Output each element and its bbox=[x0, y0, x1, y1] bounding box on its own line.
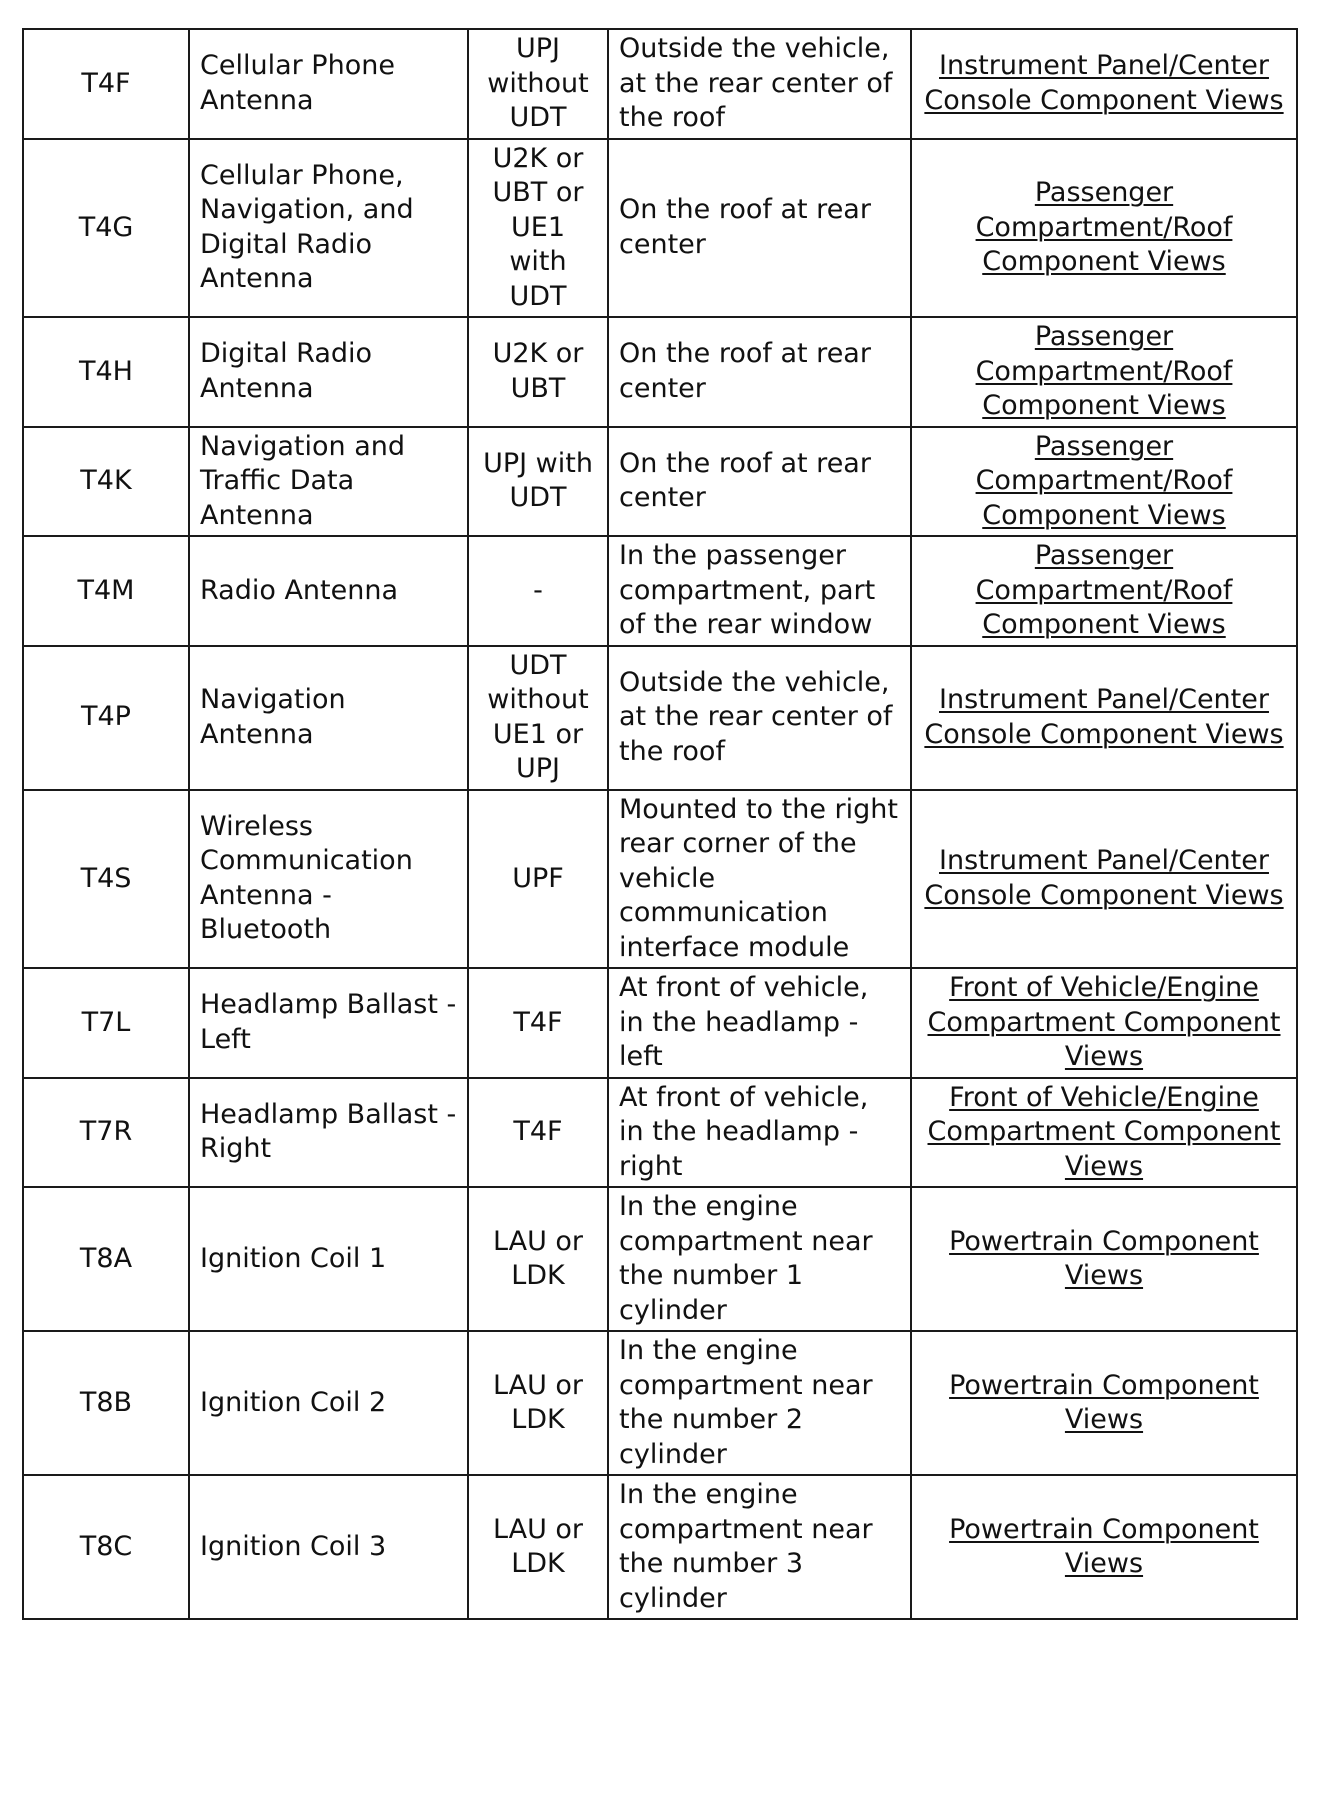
component-name: Headlamp Ballast - Right bbox=[189, 1078, 468, 1188]
table-row bbox=[23, 1187, 1297, 1331]
component-name: Cellular Phone, Navigation, and Digital Radio Antenna bbox=[189, 139, 468, 318]
component-view-link[interactable]: Instrument Panel/Center Console Component Views bbox=[924, 50, 1284, 116]
component-view-cell bbox=[911, 646, 1297, 790]
component-view-cell bbox=[911, 536, 1297, 646]
table-row bbox=[23, 139, 1297, 318]
component-id: T4K bbox=[23, 427, 189, 537]
table-row bbox=[23, 1475, 1297, 1619]
component-location: In the engine compartment near the number 3 cylinder bbox=[608, 1475, 911, 1619]
table-row bbox=[23, 790, 1297, 969]
component-id: T7R bbox=[23, 1078, 189, 1188]
component-id: T4F bbox=[23, 29, 189, 139]
component-location: At front of vehicle, in the headlamp - left bbox=[608, 968, 911, 1078]
component-view-cell bbox=[911, 968, 1297, 1078]
component-name: Navigation and Traffic Data Antenna bbox=[189, 427, 468, 537]
table-row bbox=[23, 29, 1297, 139]
component-location: At front of vehicle, in the headlamp - right bbox=[608, 1078, 911, 1188]
component-option: LAU or LDK bbox=[468, 1187, 608, 1331]
component-view-cell bbox=[911, 139, 1297, 318]
component-view-link[interactable]: Powertrain Component Views bbox=[949, 1225, 1259, 1291]
component-name: Ignition Coil 1 bbox=[189, 1187, 468, 1331]
table-row bbox=[23, 317, 1297, 427]
component-view-cell bbox=[911, 1078, 1297, 1188]
component-view-cell bbox=[911, 317, 1297, 427]
component-location: Outside the vehicle, at the rear center of the roof bbox=[608, 29, 911, 139]
component-location: In the passenger compartment, part of the rear window bbox=[608, 536, 911, 646]
component-id: T7L bbox=[23, 968, 189, 1078]
table-row bbox=[23, 968, 1297, 1078]
component-option: T4F bbox=[468, 968, 608, 1078]
component-view-link[interactable]: Front of Vehicle/Engine Compartment Component Views bbox=[927, 972, 1281, 1072]
table-row bbox=[23, 536, 1297, 646]
component-option: LAU or LDK bbox=[468, 1331, 608, 1475]
component-id: T8C bbox=[23, 1475, 189, 1619]
component-option: UPF bbox=[468, 790, 608, 969]
component-location: On the roof at rear center bbox=[608, 317, 911, 427]
component-id: T4G bbox=[23, 139, 189, 318]
component-location: Outside the vehicle, at the rear center of the roof bbox=[608, 646, 911, 790]
component-option: U2K or UBT bbox=[468, 317, 608, 427]
component-id: T8A bbox=[23, 1187, 189, 1331]
table-body bbox=[23, 29, 1297, 1619]
component-option: T4F bbox=[468, 1078, 608, 1188]
component-name: Navigation Antenna bbox=[189, 646, 468, 790]
component-location: On the roof at rear center bbox=[608, 427, 911, 537]
component-view-cell bbox=[911, 29, 1297, 139]
component-view-link[interactable]: Passenger Compartment/Roof Component Views bbox=[975, 321, 1233, 421]
component-name: Digital Radio Antenna bbox=[189, 317, 468, 427]
component-view-link[interactable]: Passenger Compartment/Roof Component Views bbox=[975, 177, 1233, 277]
component-view-link[interactable]: Passenger Compartment/Roof Component Views bbox=[975, 430, 1233, 531]
component-view-link[interactable]: Instrument Panel/Center Console Component Views bbox=[924, 684, 1284, 750]
component-id: T4P bbox=[23, 646, 189, 790]
component-location: Mounted to the right rear corner of the vehicle communication interface module bbox=[608, 790, 911, 969]
component-location: In the engine compartment near the number 2 cylinder bbox=[608, 1331, 911, 1475]
component-view-cell bbox=[911, 790, 1297, 969]
component-id: T4M bbox=[23, 536, 189, 646]
component-name: Cellular Phone Antenna bbox=[189, 29, 468, 139]
component-option: LAU or LDK bbox=[468, 1475, 608, 1619]
component-location: In the engine compartment near the number 1 cylinder bbox=[608, 1187, 911, 1331]
component-option: UPJ with UDT bbox=[468, 427, 608, 537]
component-view-cell bbox=[911, 1475, 1297, 1619]
component-name: Headlamp Ballast - Left bbox=[189, 968, 468, 1078]
component-name: Ignition Coil 3 bbox=[189, 1475, 468, 1619]
component-view-cell bbox=[911, 1331, 1297, 1475]
component-view-link[interactable]: Passenger Compartment/Roof Component Views bbox=[975, 540, 1233, 640]
component-id: T4H bbox=[23, 317, 189, 427]
component-option: U2K or UBT or UE1 with UDT bbox=[468, 139, 608, 318]
component-option: UPJ without UDT bbox=[468, 29, 608, 139]
component-view-cell bbox=[911, 1187, 1297, 1331]
component-id: T4S bbox=[23, 790, 189, 969]
component-view-link[interactable]: Front of Vehicle/Engine Compartment Component Views bbox=[927, 1081, 1281, 1182]
component-name: Radio Antenna bbox=[189, 536, 468, 646]
component-view-link[interactable]: Instrument Panel/Center Console Component Views bbox=[924, 845, 1284, 911]
component-view-link[interactable]: Powertrain Component Views bbox=[949, 1513, 1259, 1579]
table-row bbox=[23, 1331, 1297, 1475]
component-view-cell bbox=[911, 427, 1297, 537]
table-row bbox=[23, 427, 1297, 537]
table-row bbox=[23, 1078, 1297, 1188]
component-name: Wireless Communication Antenna - Bluetooth bbox=[189, 790, 468, 969]
component-view-link[interactable]: Powertrain Component Views bbox=[949, 1369, 1259, 1435]
component-location: On the roof at rear center bbox=[608, 139, 911, 318]
component-name: Ignition Coil 2 bbox=[189, 1331, 468, 1475]
component-option: UDT without UE1 or UPJ bbox=[468, 646, 608, 790]
component-id: T8B bbox=[23, 1331, 189, 1475]
table-row bbox=[23, 646, 1297, 790]
component-option: - bbox=[468, 536, 608, 646]
component-locator-table bbox=[22, 28, 1298, 1620]
